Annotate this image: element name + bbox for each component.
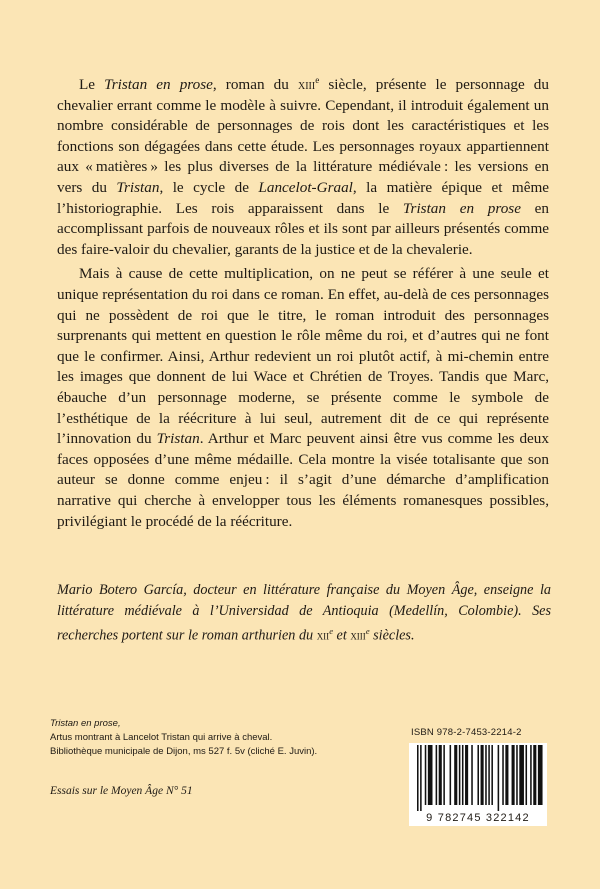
barcode-bar [428,745,433,805]
barcode-bar [502,745,504,805]
barcode-bar [491,745,493,805]
barcode-bar [459,745,461,805]
caption-title: Tristan en prose, [50,718,121,729]
text-run: Mario Botero García, docteur en littérature française du Moyen Âge, enseigne la littérature médiévale à l’Universidad de Antioquia (Medellín, Colombie). Ses recherches portent sur le roman arthurien du [57,582,551,644]
ordinal-suffix: e [315,75,320,85]
barcode-bar [450,745,452,805]
italic-run: Tristan [156,430,200,448]
barcode-bar [516,745,518,805]
italic-run: Tristan en prose [104,76,213,94]
barcode-bar [462,745,464,805]
barcode-bar [488,745,490,805]
series-label: Essais sur le Moyen Âge N° 51 [50,785,193,797]
barcode-bar [465,745,468,805]
cover-caption [50,717,390,759]
barcode-digits: 9 782745 322142 [409,811,547,826]
barcode-bar [498,745,500,811]
barcode-bar [512,745,515,805]
barcode-bar [526,745,528,805]
text-run: Mais à cause de cette multiplication, on ne peut se référer à une seule et unique représentation du roi dans ce roman. En effet, au-delà de ces personnages qui ne possèdent de roi que le titre, le roman introduit des personnages surprenants qui mettent en question le rôle même du roi, et d’autres qui ne font que le confirmer. Ainsi, Arthur redevient un roi plutôt actif, à mi-chemin entre les images que donnent de lui Wace et Chrétien de Troyes. Tandis que Marc, ébauche d’un personnage moderne, se présente comme le symbole de l’esthétique de la réécriture à lui seul, autrement dit de ce qui représente l’innovation du [57,265,549,448]
italic-run: Tristan [116,179,160,197]
isbn-label: ISBN 978-2-7453-2214-2 [411,727,522,738]
barcode-bar [436,745,438,805]
paragraph-1 [57,70,549,260]
text-run: . Arthur et Marc peuvent ainsi être vus comme les deux faces opposées d’une même médaille. Cela montre la visée totalisante que son auteur se donne comme enjeu : il s’agit d’une démarche d’amplification narrative qui cherche à envelopper tous les éléments romanesques possibles, privilégiant le procédé de la réécriture. [57,430,549,530]
text-run: et [332,627,351,644]
paragraph-2 [57,264,549,532]
barcode-bar [425,745,427,805]
barcode-bar [519,745,524,805]
text-run: , roman du [212,76,298,94]
text-run: siècle, présente le personnage du chevalier errant comme le modèle à suivre. Cependant, il introduit également un nombre considérable de personnages de rois dont les caractéristiques et les fonctions son dégagées dans cette étude. Les personnages royaux appartiennent aux « matières » les plus diverses de la littérature médiévale : les versions en vers du [57,76,549,197]
text-run: en accomplissant parfois de nouveaux rôles et ils sont par ailleurs présentés comme des faire-valoir du chevalier, garants de la justice et de la chevalerie. [57,199,550,258]
caption-description: Artus montrant à Lancelot Tristan qui arrive à cheval. [50,732,273,743]
barcode-bar [471,745,473,805]
barcode-bar [505,745,508,805]
barcode-bar [530,745,532,805]
barcode-bar [481,745,484,805]
barcode-bar [417,745,419,811]
text-run: siècles. [369,627,415,644]
text-run: , la matière épique et même l’historiographie. Les rois apparaissent dans le [57,179,549,217]
author-bio [57,580,551,646]
caption-source: Bibliothèque municipale de Dijon, ms 527 f. 5v (cliché E. Juvin). [50,746,318,757]
back-cover-text [57,70,549,532]
barcode-bar [477,745,479,805]
century-numeral: xiii [297,77,316,93]
barcode-bar [454,745,457,805]
barcode-bar [533,745,536,805]
barcode-bar [439,745,442,805]
text-run: Le [79,76,105,94]
barcode-bar [420,745,422,811]
century-numeral: xiii [350,628,366,643]
barcode-bar [443,745,445,805]
barcode-bar [538,745,543,805]
ordinal-suffix: e [329,626,333,636]
italic-run: Tristan en prose [402,199,521,217]
barcode [409,743,547,811]
barcode-bars [415,745,545,811]
italic-run: Lancelot-Graal [258,179,353,197]
century-numeral: xii [316,628,330,643]
text-run: , le cycle de [159,179,259,197]
ordinal-suffix: e [365,626,370,636]
barcode-bar [485,745,487,805]
